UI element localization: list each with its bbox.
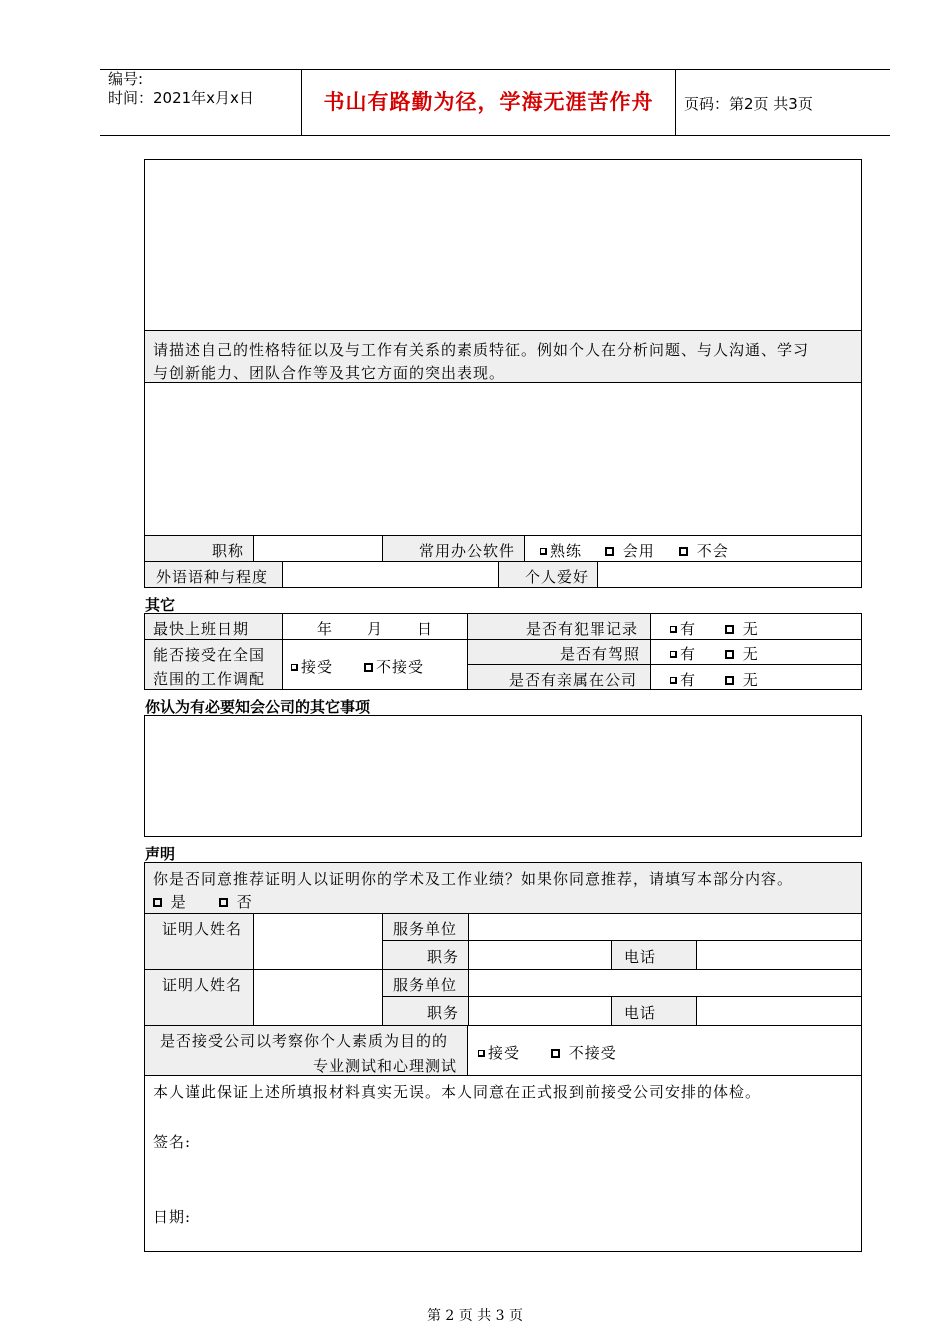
page-indicator: 页码：第2页 共3页 — [684, 95, 813, 113]
section-heading-notes: 你认为有必要知会公司的其它事项 — [145, 698, 371, 716]
referee1-employer-input[interactable] — [469, 914, 861, 940]
driver-license-label: 是否有驾照 — [560, 645, 641, 663]
referee2-employer-label: 服务单位 — [393, 976, 458, 994]
criminal-yes[interactable]: 有 — [670, 618, 696, 639]
date-field[interactable] — [200, 1201, 500, 1227]
notes-answer-area[interactable] — [144, 715, 862, 837]
title-input[interactable] — [254, 536, 382, 561]
divider — [524, 536, 525, 562]
checkbox-icon — [364, 663, 373, 672]
hobby-input[interactable] — [598, 562, 861, 587]
license-yes[interactable]: 有 — [670, 643, 696, 664]
relocation-option-accept[interactable]: 接受 — [291, 656, 333, 677]
date-day: 日 — [417, 620, 434, 638]
date-label: 日期: — [153, 1208, 192, 1226]
language-input[interactable] — [283, 562, 498, 587]
license-no[interactable]: 无 — [725, 643, 759, 664]
date-year: 年 — [317, 620, 334, 638]
section-heading-other: 其它 — [145, 596, 176, 614]
relatives-no[interactable]: 无 — [725, 669, 759, 690]
header-bottom-rule — [100, 135, 890, 136]
checkbox-icon — [670, 677, 677, 684]
referee1-name-label: 证明人姓名 — [162, 920, 243, 938]
checkbox-icon — [540, 548, 547, 555]
checkbox-icon — [605, 547, 614, 556]
agree-no-option[interactable]: 否 — [219, 891, 253, 912]
checkbox-icon — [725, 676, 734, 685]
office-option-capable[interactable]: 会用 — [605, 540, 655, 561]
referee1-employer-label: 服务单位 — [393, 920, 458, 938]
divider — [282, 640, 283, 689]
checkbox-icon — [725, 650, 734, 659]
checkbox-icon — [679, 547, 688, 556]
hobby-label: 个人爱好 — [525, 568, 590, 586]
relatives-yes[interactable]: 有 — [670, 669, 696, 690]
office-software-label: 常用办公软件 — [419, 542, 516, 560]
test-option-decline[interactable]: 不接受 — [551, 1042, 617, 1063]
traits-answer-area[interactable] — [145, 383, 861, 535]
divider — [468, 639, 861, 640]
referee1-phone-label: 电话 — [624, 948, 657, 966]
title-label: 职称 — [212, 542, 245, 560]
checkbox-icon — [219, 898, 228, 907]
previous-answer-area[interactable] — [144, 159, 862, 331]
checkbox-icon — [670, 651, 677, 658]
referee1-position-input[interactable] — [469, 941, 611, 969]
checkbox-icon — [478, 1050, 485, 1057]
relocation-option-decline[interactable]: 不接受 — [364, 656, 424, 677]
traits-prompt-line1: 请描述自己的性格特征以及与工作有关系的素质特征。例如个人在分析问题、与人沟通、学习 — [153, 341, 810, 359]
divider — [467, 1026, 468, 1076]
referee1-phone-input[interactable] — [697, 941, 861, 969]
checkbox-icon — [291, 664, 298, 671]
header-divider — [675, 69, 676, 136]
number-label: 编号: — [108, 70, 144, 88]
criminal-record-label: 是否有犯罪记录 — [526, 620, 639, 638]
office-option-none[interactable]: 不会 — [679, 540, 729, 561]
referee1-position-label: 职务 — [427, 948, 460, 966]
pledge-text: 本人谨此保证上述所填报材料真实无误。本人同意在正式报到前接受公司安排的体检。 — [153, 1083, 762, 1101]
test-label-line1: 是否接受公司以考察你个人素质为目的的 — [160, 1032, 449, 1050]
date-month: 月 — [367, 620, 384, 638]
checkbox-icon — [725, 625, 734, 634]
divider — [650, 614, 651, 690]
section-heading-declaration: 声明 — [145, 845, 176, 863]
start-date-label: 最快上班日期 — [153, 620, 250, 638]
reference-question: 你是否同意推荐证明人以证明你的学术及工作业绩？如果你同意推荐，请填写本部分内容。 — [153, 870, 794, 888]
header-motto: 书山有路勤为径，学海无涯苦作舟 — [323, 89, 654, 114]
header-meta — [108, 70, 254, 108]
checkbox-icon — [551, 1049, 560, 1058]
test-label-line2: 专业测试和心理测试 — [313, 1057, 458, 1075]
referee1-name-input[interactable] — [254, 914, 382, 969]
test-option-accept[interactable]: 接受 — [478, 1042, 520, 1063]
signature-label: 签名: — [153, 1133, 192, 1151]
time-label: 时间：2021年x月x日 — [108, 89, 254, 107]
referee2-phone-label: 电话 — [624, 1004, 657, 1022]
traits-prompt-line2: 与创新能力、团队合作等及其它方面的突出表现。 — [153, 364, 506, 382]
checkbox-icon — [153, 898, 162, 907]
divider — [144, 1075, 862, 1076]
relocation-label-line2: 范围的工作调配 — [153, 670, 266, 688]
referee2-name-label: 证明人姓名 — [162, 976, 243, 994]
referee2-employer-input[interactable] — [469, 970, 861, 996]
divider — [468, 664, 861, 665]
referee2-position-label: 职务 — [427, 1004, 460, 1022]
referee2-position-input[interactable] — [469, 997, 611, 1025]
relatives-label: 是否有亲属在公司 — [509, 671, 638, 689]
signature-field[interactable] — [200, 1126, 500, 1152]
relocation-label-line1: 能否接受在全国 — [153, 646, 266, 664]
office-option-proficient[interactable]: 熟练 — [540, 540, 582, 561]
page-footer: 第 2 页 共 3 页 — [426, 1308, 524, 1324]
referee2-phone-input[interactable] — [697, 997, 861, 1025]
referee2-name-input[interactable] — [254, 970, 382, 1026]
agree-yes-option[interactable]: 是 — [153, 891, 187, 912]
checkbox-icon — [670, 626, 677, 633]
criminal-no[interactable]: 无 — [725, 618, 759, 639]
language-label: 外语语种与程度 — [156, 568, 269, 586]
